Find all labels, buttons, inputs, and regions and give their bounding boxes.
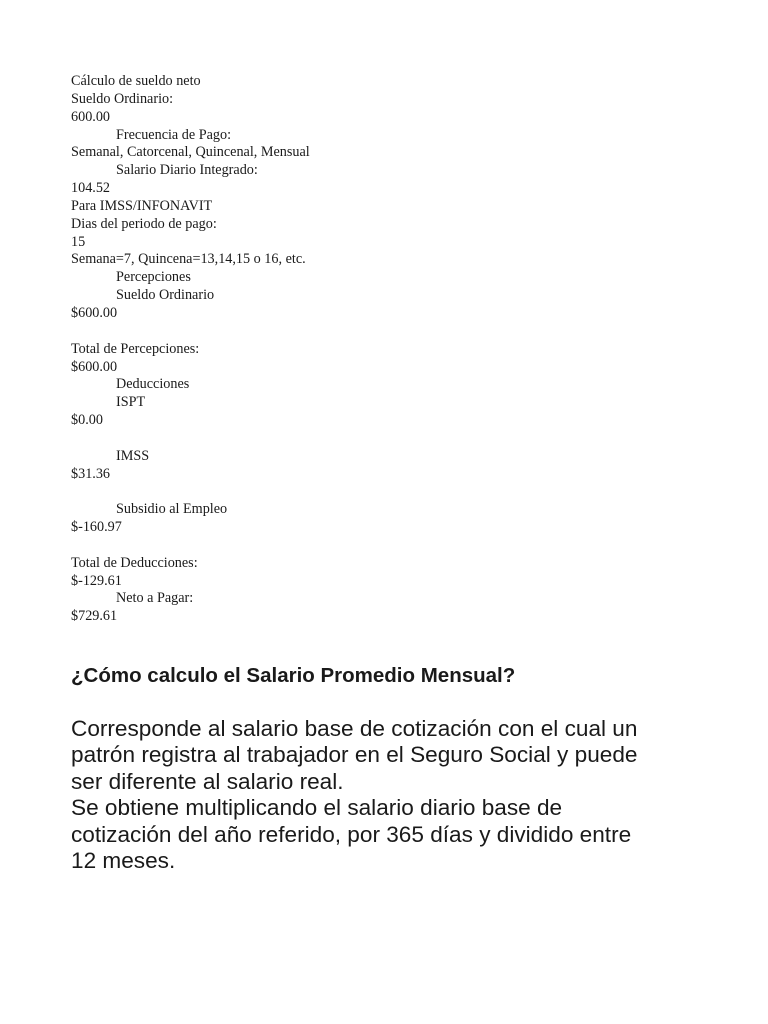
- total-perceptions-label: Total de Percepciones:: [71, 340, 200, 357]
- spacer: [71, 323, 691, 341]
- imss-label: IMSS: [116, 447, 150, 464]
- net-pay-label: Neto a Pagar:: [116, 590, 194, 607]
- perception-ordinary-salary-label: Sueldo Ordinario: [116, 287, 215, 304]
- salary-calculation-block: [71, 73, 691, 626]
- total-deductions-value: $-129.61: [71, 572, 122, 589]
- pay-frequency-options: Semanal, Catorcenal, Quincenal, Mensual: [71, 144, 310, 161]
- imss-infonavit-note: Para IMSS/INFONAVIT: [71, 197, 213, 214]
- spacer: [71, 430, 691, 448]
- pay-period-days-label: Dias del periodo de pago:: [71, 215, 217, 232]
- paragraph-line: ser diferente al salario real.: [71, 768, 344, 794]
- ispt-value: $0.00: [71, 412, 103, 429]
- article-paragraph: [71, 716, 711, 874]
- perception-ordinary-salary-value: $600.00: [71, 304, 118, 321]
- net-pay-value: $729.61: [71, 608, 118, 625]
- ordinary-salary-label: Sueldo Ordinario:: [71, 90, 174, 107]
- paragraph-line: 12 meses.: [71, 848, 176, 874]
- employment-subsidy-label: Subsidio al Empleo: [116, 501, 228, 518]
- imss-value: $31.36: [71, 465, 111, 482]
- pay-period-days-value: 15: [71, 233, 86, 250]
- pay-frequency-label: Frecuencia de Pago:: [116, 126, 232, 143]
- paragraph-line: patrón registra al trabajador en el Seguro Social y puede: [71, 742, 638, 768]
- calc-title: Cálculo de sueldo neto: [71, 73, 201, 89]
- paragraph-line: Corresponde al salario base de cotización con el cual un: [71, 716, 638, 741]
- total-perceptions-value: $600.00: [71, 358, 118, 375]
- paragraph-line: Se obtiene multiplicando el salario diario base de: [71, 795, 563, 821]
- employment-subsidy-value: $-160.97: [71, 519, 122, 536]
- ispt-label: ISPT: [116, 394, 146, 411]
- deductions-heading: Deducciones: [116, 376, 190, 393]
- spacer: [71, 537, 691, 555]
- spacer: [71, 483, 691, 501]
- total-deductions-label: Total de Deducciones:: [71, 554, 198, 571]
- pay-period-days-hint: Semana=7, Quincena=13,14,15 o 16, etc.: [71, 251, 306, 268]
- integrated-daily-salary-value: 104.52: [71, 180, 111, 197]
- ordinary-salary-value: 600.00: [71, 108, 111, 125]
- paragraph-line: cotización del año referido, por 365 días y dividido entre: [71, 821, 632, 847]
- perceptions-heading: Percepciones: [116, 269, 191, 286]
- article-heading: ¿Cómo calculo el Salario Promedio Mensual?: [71, 664, 516, 687]
- integrated-daily-salary-label: Salario Diario Integrado:: [116, 162, 258, 179]
